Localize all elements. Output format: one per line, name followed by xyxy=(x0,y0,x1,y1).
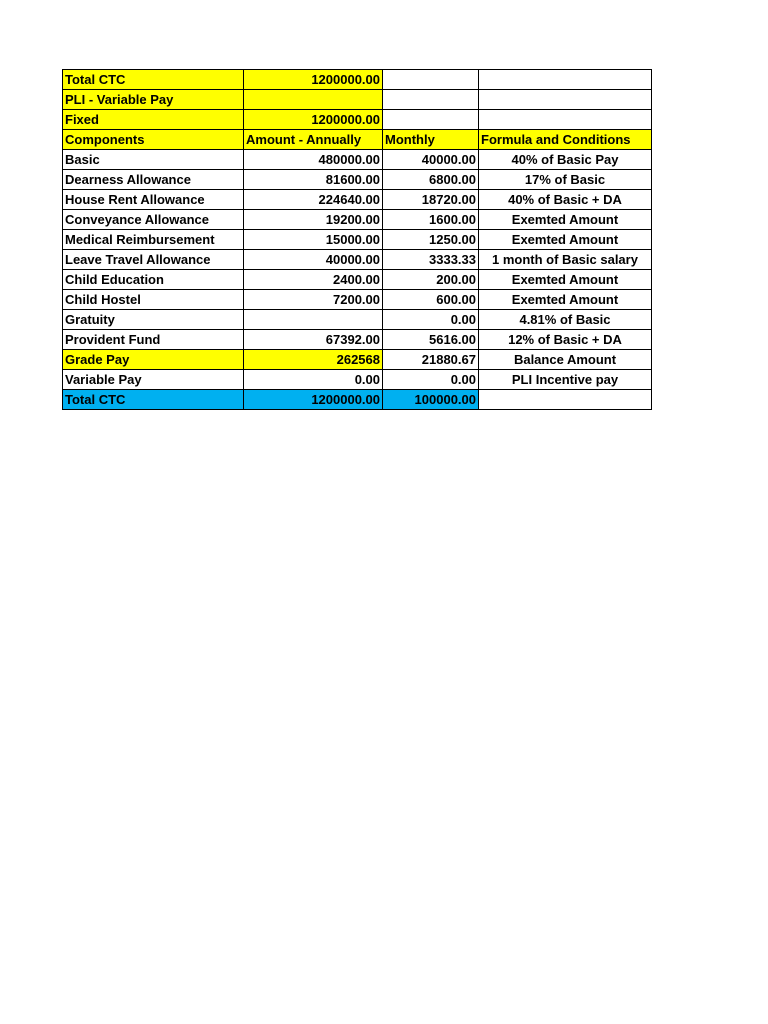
formula-cell: Balance Amount xyxy=(479,350,652,370)
component-cell: Grade Pay xyxy=(63,350,244,370)
table-row xyxy=(63,350,652,370)
annual-cell: 7200.00 xyxy=(244,290,383,310)
total-row xyxy=(63,390,652,410)
formula-cell: 40% of Basic Pay xyxy=(479,150,652,170)
summary-value xyxy=(244,90,383,110)
component-cell: Dearness Allowance xyxy=(63,170,244,190)
table-row xyxy=(63,370,652,390)
summary-row-pli xyxy=(63,90,652,110)
total-label: Total CTC xyxy=(63,390,244,410)
monthly-cell: 5616.00 xyxy=(383,330,479,350)
formula-cell: PLI Incentive pay xyxy=(479,370,652,390)
annual-cell: 0.00 xyxy=(244,370,383,390)
total-monthly: 100000.00 xyxy=(383,390,479,410)
component-cell: Variable Pay xyxy=(63,370,244,390)
monthly-cell: 600.00 xyxy=(383,290,479,310)
table-row xyxy=(63,150,652,170)
table-row xyxy=(63,290,652,310)
annual-cell: 2400.00 xyxy=(244,270,383,290)
monthly-cell: 0.00 xyxy=(383,370,479,390)
component-cell: Gratuity xyxy=(63,310,244,330)
table-row xyxy=(63,310,652,330)
summary-value: 1200000.00 xyxy=(244,110,383,130)
table-row xyxy=(63,330,652,350)
summary-label: Total CTC xyxy=(63,70,244,90)
table-row xyxy=(63,270,652,290)
table-row xyxy=(63,210,652,230)
formula-cell: Exemted Amount xyxy=(479,230,652,250)
ctc-breakup-table xyxy=(62,69,652,410)
component-cell: Medical Reimbursement xyxy=(63,230,244,250)
component-cell: House Rent Allowance xyxy=(63,190,244,210)
summary-row-total-ctc xyxy=(63,70,652,90)
empty-cell xyxy=(383,90,479,110)
header-monthly: Monthly xyxy=(383,130,479,150)
formula-cell: 40% of Basic + DA xyxy=(479,190,652,210)
annual-cell: 15000.00 xyxy=(244,230,383,250)
component-rows xyxy=(63,150,652,390)
summary-row-fixed xyxy=(63,110,652,130)
formula-cell: 1 month of Basic salary xyxy=(479,250,652,270)
formula-cell: 4.81% of Basic xyxy=(479,310,652,330)
annual-cell: 480000.00 xyxy=(244,150,383,170)
monthly-cell: 3333.33 xyxy=(383,250,479,270)
header-formula: Formula and Conditions xyxy=(479,130,652,150)
table-row xyxy=(63,190,652,210)
monthly-cell: 40000.00 xyxy=(383,150,479,170)
annual-cell: 19200.00 xyxy=(244,210,383,230)
table-row xyxy=(63,170,652,190)
total-formula xyxy=(479,390,652,410)
empty-cell xyxy=(479,90,652,110)
monthly-cell: 21880.67 xyxy=(383,350,479,370)
component-cell: Provident Fund xyxy=(63,330,244,350)
formula-cell: Exemted Amount xyxy=(479,210,652,230)
annual-cell: 40000.00 xyxy=(244,250,383,270)
empty-cell xyxy=(479,70,652,90)
formula-cell: Exemted Amount xyxy=(479,270,652,290)
header-row xyxy=(63,130,652,150)
formula-cell: 12% of Basic + DA xyxy=(479,330,652,350)
component-cell: Child Education xyxy=(63,270,244,290)
header-components: Components xyxy=(63,130,244,150)
table-row xyxy=(63,250,652,270)
formula-cell: Exemted Amount xyxy=(479,290,652,310)
monthly-cell: 6800.00 xyxy=(383,170,479,190)
monthly-cell: 18720.00 xyxy=(383,190,479,210)
component-cell: Leave Travel Allowance xyxy=(63,250,244,270)
annual-cell: 262568 xyxy=(244,350,383,370)
summary-value: 1200000.00 xyxy=(244,70,383,90)
annual-cell: 67392.00 xyxy=(244,330,383,350)
component-cell: Child Hostel xyxy=(63,290,244,310)
table-row xyxy=(63,230,652,250)
header-annual: Amount - Annually xyxy=(244,130,383,150)
empty-cell xyxy=(479,110,652,130)
annual-cell: 224640.00 xyxy=(244,190,383,210)
component-cell: Basic xyxy=(63,150,244,170)
monthly-cell: 1250.00 xyxy=(383,230,479,250)
monthly-cell: 1600.00 xyxy=(383,210,479,230)
monthly-cell: 200.00 xyxy=(383,270,479,290)
summary-label: Fixed xyxy=(63,110,244,130)
empty-cell xyxy=(383,110,479,130)
monthly-cell: 0.00 xyxy=(383,310,479,330)
formula-cell: 17% of Basic xyxy=(479,170,652,190)
total-annual: 1200000.00 xyxy=(244,390,383,410)
empty-cell xyxy=(383,70,479,90)
annual-cell: 81600.00 xyxy=(244,170,383,190)
component-cell: Conveyance Allowance xyxy=(63,210,244,230)
annual-cell xyxy=(244,310,383,330)
summary-label: PLI - Variable Pay xyxy=(63,90,244,110)
